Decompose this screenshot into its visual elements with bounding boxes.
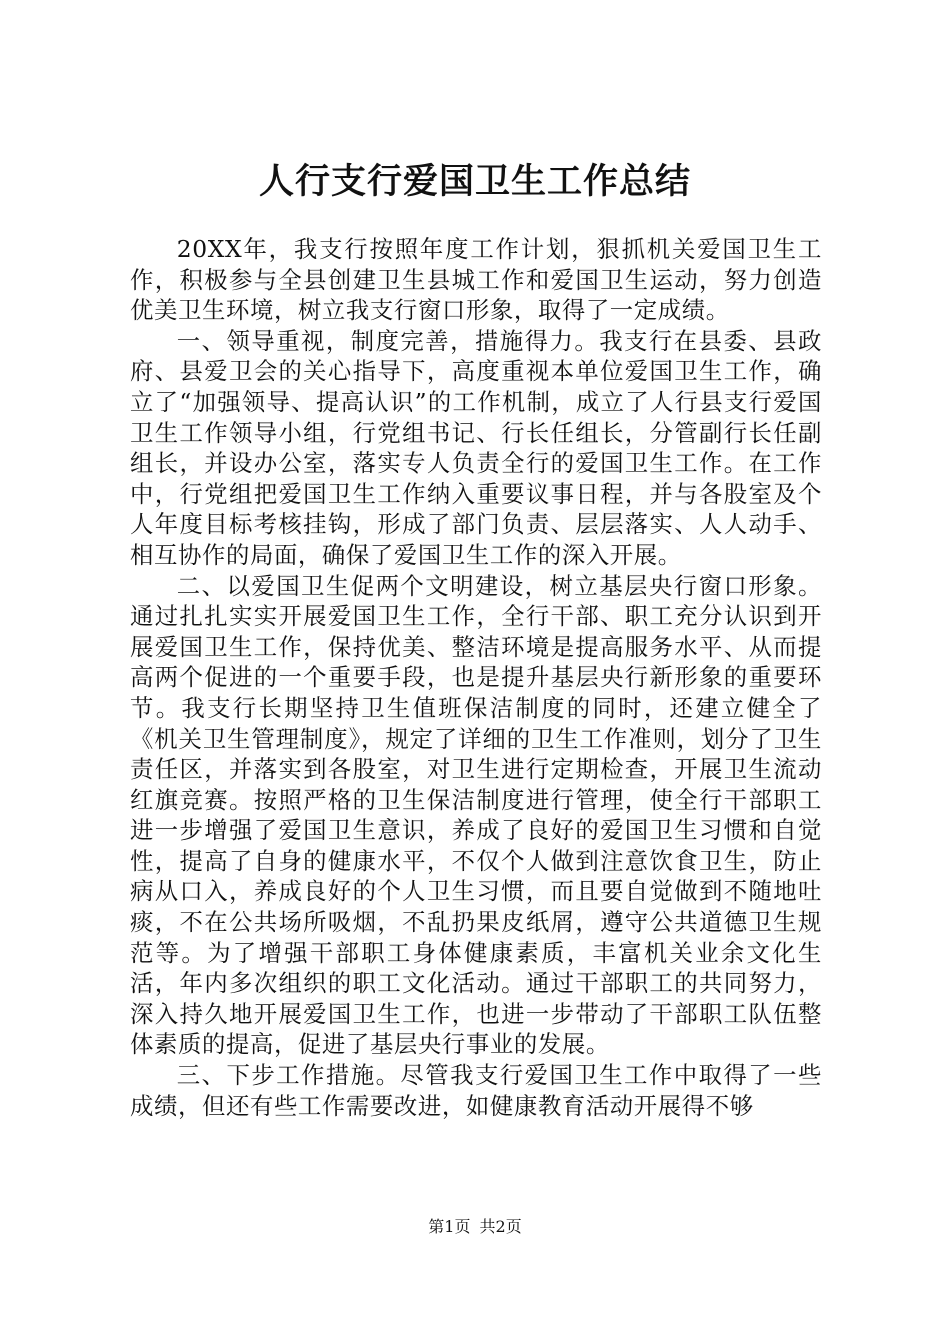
paragraph-intro: 20XX年，我支行按照年度工作计划，狠抓机关爱国卫生工作，积极参与全县创建卫生县城工作和爱国卫生运动，努力创造优美卫生环境，树立我支行窗口形象，取得了一定成绩。 [130, 235, 822, 325]
page-footer [0, 1216, 950, 1238]
page-total: 共2页 [479, 1217, 522, 1236]
paragraph-section-1: 一、领导重视，制度完善，措施得力。我支行在县委、县政府、县爱卫会的关心指导下，高度重视本单位爱国卫生工作，确立了“加强领导、提高认识”的工作机制，成立了人行县支行爱国卫生工作领导小组，行党组书记、行长任组长，分管副行长任副组长，并设办公室，落实专人负责全行的爱国卫生工作。在工作中，行党组把爱国卫生工作纳入重要议事日程，并与各股室及个人年度目标考核挂钩，形成了部门负责、层层落实、人人动手、相互协作的局面，确保了爱国卫生工作的深入开展。 [130, 326, 822, 569]
paragraph-section-3: 三、下步工作措施。尽管我支行爱国卫生工作中取得了一些成绩，但还有些工作需要改进，如健康教育活动开展得不够 [130, 1061, 822, 1120]
page-number: 第1页 [428, 1217, 471, 1236]
document-body [130, 234, 822, 1121]
document-title: 人行支行爱国卫生工作总结 [258, 162, 691, 202]
paragraph-section-2: 二、以爱国卫生促两个文明建设，树立基层央行窗口形象。通过扎扎实实开展爱国卫生工作，全行干部、职工充分认识到开展爱国卫生工作，保持优美、整洁环境是提高服务水平、从而提高两个促进的一个重要手段，也是提升基层央行新形象的重要环节。我支行长期坚持卫生值班保洁制度的同时，还建立健全了《机关卫生管理制度》，规定了详细的卫生工作准则，划分了卫生责任区，并落实到各股室，对卫生进行定期检查，开展卫生流动红旗竞赛。按照严格的卫生保洁制度进行管理，使全行干部职工进一步增强了爱国卫生意识，养成了良好的爱国卫生习惯和自觉性，提高了自身的健康水平，不仅个人做到注意饮食卫生，防止病从口入，养成良好的个人卫生习惯，而且要自觉做到不随地吐痰，不在公共场所吸烟，不乱扔果皮纸屑，遵守公共道德卫生规范等。为了增强干部职工身体健康素质，丰富机关业余文化生活，年内多次组织的职工文化活动。通过干部职工的共同努力，深入持久地开展爱国卫生工作，也进一步带动了干部职工队伍整体素质的提高，促进了基层央行事业的发展。 [130, 571, 822, 1059]
